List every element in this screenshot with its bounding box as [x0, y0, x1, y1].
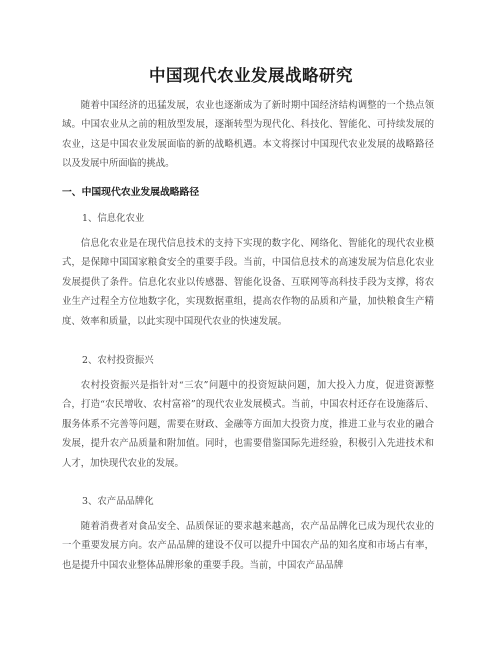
subsection-paragraph: 农村投资振兴是指针对“三农”问题中的投资短缺问题，加大投入力度，促进资源整合，打造“农民增收、农村富裕”的现代农业发展模式。当前，中国农村还存在设施落后、服务体系不完善等问题，需要在财政、金融等方面加大投资力度，推进工业与农业的融合发展，提升农产品质量和附加值。同时，也需要借鉴国际先进经验，积极引入先进技术和人才，加快现代农业的发展。: [62, 380, 434, 469]
document-title: 中国现代农业发展战略研究: [149, 66, 353, 85]
intro-paragraph: 随着中国经济的迅猛发展，农业也逐渐成为了新时期中国经济结构调整的一个热点领域。中国农业从之前的粗放型发展，逐渐转型为现代化、科技化、智能化、可持续发展的农业，这是中国农业发展面临的新的战略机遇。本文将探讨中国现代农业发展的战略路径以及发展中所面临的挑战。: [62, 100, 434, 170]
subsection-paragraph: 信息化农业是在现代信息技术的支持下实现的数字化、网络化、智能化的现代农业模式，是保障中国国家粮食安全的重要手段。当前，中国信息技术的高速发展为信息化农业发展提供了条件。信息化农业以传感器、智能化设备、互联网等高科技手段为支撑，将农业生产过程全方位地数字化，实现数据重组，提高农作物的品质和产量，加快粮食生产精度、效率和质量，以此实现中国现代农业的快速发展。: [62, 238, 434, 327]
subsection-heading: 1、信息化农业: [82, 213, 145, 224]
subsection-heading: 2、农村投资振兴: [82, 355, 154, 366]
subsection-paragraph: 随着消费者对食品安全、品质保证的要求越来越高，农产品品牌化已成为现代农业的一个重要发展方向。农产品品牌的建设不仅可以提升中国农产品的知名度和市场占有率，也是提升中国农业整体品牌形象的重要手段。当前，中国农产品品牌: [62, 521, 434, 571]
section-heading: 一、中国现代农业发展战略路径: [62, 187, 200, 198]
subsection-heading: 3、农产品品牌化: [82, 496, 154, 507]
